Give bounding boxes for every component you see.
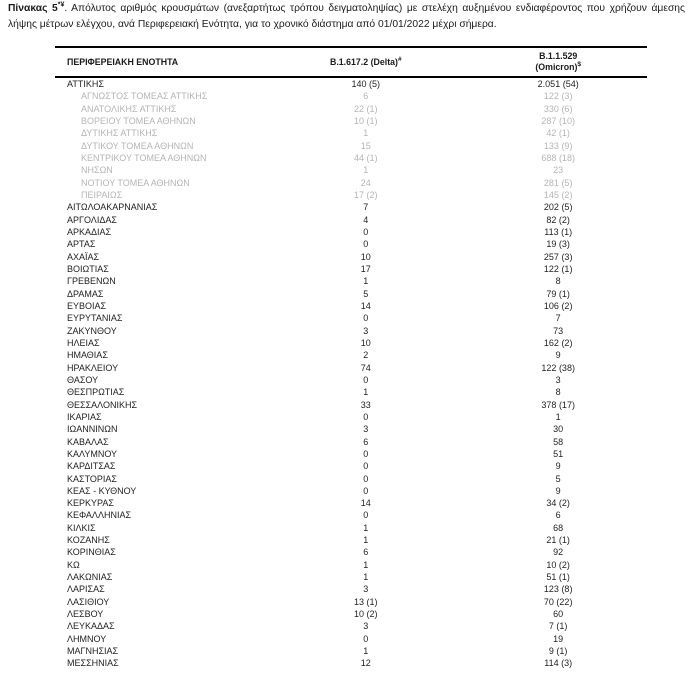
omicron-value-cell: 60 <box>553 609 564 620</box>
region-row <box>55 633 647 645</box>
region-row <box>55 583 647 595</box>
attica-subregion-row <box>55 164 647 176</box>
omicron-value-cell: 58 <box>553 436 564 447</box>
region-name-cell: ΔΡΑΜΑΣ <box>67 288 104 299</box>
region-name-cell: ΑΡΓΟΛΙΔΑΣ <box>67 214 117 225</box>
delta-value-cell: 10 <box>360 337 371 348</box>
region-name-cell: ΑΧΑΪΑΣ <box>67 251 100 262</box>
region-name-cell: ΘΕΣΣΑΛΟΝΙΚΗΣ <box>67 399 138 410</box>
delta-value-cell: 0 <box>363 485 369 496</box>
delta-value-cell: 44 (1) <box>354 152 378 163</box>
delta-value-cell: 17 (2) <box>354 189 378 200</box>
delta-value-cell: 10 <box>360 251 371 262</box>
region-row <box>55 325 647 337</box>
region-row <box>55 251 647 263</box>
omicron-value-cell: 9 <box>555 350 561 361</box>
region-name-cell: ΓΡΕΒΕΝΩΝ <box>67 276 116 287</box>
delta-value-cell: 1 <box>363 559 369 570</box>
region-row <box>55 201 647 213</box>
region-name-cell: ΛΑΡΙΣΑΣ <box>67 584 105 595</box>
region-row <box>55 399 647 411</box>
region-row <box>55 645 647 657</box>
region-name-cell: ΝΗΣΩΝ <box>81 165 113 176</box>
delta-value-cell: 0 <box>363 239 369 250</box>
table-body <box>55 77 647 670</box>
delta-value-cell: 0 <box>363 226 369 237</box>
omicron-value-cell: 123 (8) <box>543 584 573 595</box>
column-header-omicron: B.1.1.529 (Omicron)$ <box>535 51 582 72</box>
delta-value-cell: 1 <box>363 165 369 176</box>
region-row <box>55 485 647 497</box>
delta-value-cell: 33 <box>360 399 371 410</box>
region-row <box>55 386 647 398</box>
omicron-value-cell: 688 (18) <box>541 152 575 163</box>
region-row <box>55 596 647 608</box>
region-name-cell: ΚΕΑΣ - ΚΥΘΝΟΥ <box>67 485 137 496</box>
attica-subregion-row <box>55 103 647 115</box>
delta-value-cell: 1 <box>363 276 369 287</box>
region-row <box>55 559 647 571</box>
caption-footnote-marks: *¥ <box>57 1 65 9</box>
delta-value-cell: 13 (1) <box>354 596 378 607</box>
omicron-value-cell: 9 (1) <box>548 646 568 657</box>
omicron-value-cell: 122 (38) <box>541 362 575 373</box>
omicron-value-cell: 281 (5) <box>543 177 573 188</box>
omicron-value-cell: 51 <box>553 448 564 459</box>
omicron-value-cell: 378 (17) <box>541 399 575 410</box>
attica-subregion-row <box>55 140 647 152</box>
delta-value-cell: 0 <box>363 374 369 385</box>
delta-value-cell: 74 <box>360 362 371 373</box>
delta-value-cell: 1 <box>363 535 369 546</box>
omicron-value-cell: 145 (2) <box>543 189 573 200</box>
delta-value-cell: 3 <box>363 325 369 336</box>
region-name-cell: ΚΟΡΙΝΘΙΑΣ <box>67 547 116 558</box>
column-header-delta: B.1.617.2 (Delta)# <box>329 55 402 67</box>
region-row <box>55 214 647 226</box>
omicron-value-cell: 19 (3) <box>546 239 570 250</box>
region-name-cell: ΙΚΑΡΙΑΣ <box>67 411 102 422</box>
attica-subregion-row <box>55 177 647 189</box>
delta-value-cell: 22 (1) <box>354 103 378 114</box>
attica-subregion-row <box>55 127 647 139</box>
region-row <box>55 509 647 521</box>
delta-value-cell: 6 <box>363 91 369 102</box>
region-row <box>55 522 647 534</box>
omicron-value-cell: 21 (1) <box>546 535 570 546</box>
region-name-cell: ΑΙΤΩΛΟΑΚΑΡΝΑΝΙΑΣ <box>67 202 158 213</box>
region-row <box>55 448 647 460</box>
delta-value-cell: 0 <box>363 510 369 521</box>
region-name-cell: ΒΟΡΕΙΟΥ ΤΟΜΕΑ ΑΘΗΝΩΝ <box>81 115 196 126</box>
region-name-cell: ΑΡΚΑΔΙΑΣ <box>67 226 112 237</box>
omicron-value-cell: 8 <box>555 387 561 398</box>
omicron-value-cell: 287 (10) <box>541 115 575 126</box>
omicron-value-cell: 7 <box>555 313 561 324</box>
region-name-cell: ΛΕΥΚΑΔΑΣ <box>67 621 115 632</box>
table-caption <box>8 1 685 34</box>
region-row <box>55 436 647 448</box>
region-name-cell: ΗΜΑΘΙΑΣ <box>67 350 108 361</box>
region-row <box>55 620 647 632</box>
attica-subregion-row <box>55 115 647 127</box>
region-row <box>55 349 647 361</box>
delta-value-cell: 14 <box>360 498 371 509</box>
region-name-cell: ΜΑΓΝΗΣΙΑΣ <box>67 646 119 657</box>
delta-value-cell: 0 <box>363 411 369 422</box>
region-name-cell: ΛΑΣΙΘΙΟΥ <box>67 596 110 607</box>
omicron-value-cell: 2.051 (54) <box>537 79 579 89</box>
region-name-cell: ΙΩΑΝΝΙΝΩΝ <box>67 424 118 435</box>
region-name-cell: ΚΕΝΤΡΙΚΟΥ ΤΟΜΕΑ ΑΘΗΝΩΝ <box>81 152 207 163</box>
table-caption-text: . Απόλυτος αριθμός κρουσμάτων (ανεξαρτήτως τρόπου δειγματοληψίας) με στελέχη αυξημένου ενδιαφέροντος που χρήζουν άμεσης λήψης μέτρων ελέγχου, ανά Περιφερειακή Ενότητα, για το χρονικό διάστημα από 01/01/2022 μέχρι σήμερα. <box>8 3 685 31</box>
header-row <box>55 47 647 77</box>
region-name-cell: ΛΗΜΝΟΥ <box>67 633 107 644</box>
delta-value-cell: 10 (1) <box>354 115 378 126</box>
omicron-value-cell: 257 (3) <box>543 251 573 262</box>
region-row <box>55 423 647 435</box>
omicron-value-cell: 19 <box>553 633 564 644</box>
delta-value-cell: 0 <box>363 461 369 472</box>
region-row <box>55 77 647 90</box>
omicron-value-cell: 8 <box>555 276 561 287</box>
region-row <box>55 238 647 250</box>
region-name-cell: ΛΕΣΒΟΥ <box>67 609 104 620</box>
region-row <box>55 263 647 275</box>
region-name-cell: ΕΥΒΟΙΑΣ <box>67 300 107 311</box>
region-name-cell: ΗΛΕΙΑΣ <box>67 337 100 348</box>
region-name-cell: ΚΕΦΑΛΛΗΝΙΑΣ <box>67 510 132 521</box>
omicron-value-cell: 23 <box>553 165 564 176</box>
region-name-cell: ΗΡΑΚΛΕΙΟΥ <box>67 362 119 373</box>
region-name-cell: ΛΑΚΩΝΙΑΣ <box>67 572 113 583</box>
region-row <box>55 226 647 238</box>
delta-value-cell: 4 <box>363 214 369 225</box>
region-name-cell: ΖΑΚΥΝΘΟΥ <box>67 325 117 336</box>
region-name-cell: ΚΑΡΔΙΤΣΑΣ <box>67 461 116 472</box>
omicron-value-cell: 113 (1) <box>544 226 573 237</box>
omicron-value-cell: 9 <box>555 485 561 496</box>
omicron-value-cell: 122 (1) <box>543 263 573 274</box>
region-row <box>55 362 647 374</box>
region-name-cell: ΠΕΙΡΑΙΩΣ <box>81 189 123 200</box>
delta-footnote-mark: # <box>397 55 402 63</box>
region-row <box>55 608 647 620</box>
omicron-value-cell: 10 (2) <box>546 559 570 570</box>
region-name-cell: ΑΓΝΩΣΤΟΣ ΤΟΜΕΑΣ ΑΤΤΙΚΗΣ <box>81 91 208 102</box>
attica-subregion-row <box>55 152 647 164</box>
region-name-cell: ΚΕΡΚΥΡΑΣ <box>67 498 114 509</box>
region-name-cell: ΚΑΣΤΟΡΙΑΣ <box>67 473 117 484</box>
region-row <box>55 473 647 485</box>
region-name-cell: ΚΟΖΑΝΗΣ <box>67 535 110 546</box>
omicron-value-cell: 79 (1) <box>546 288 570 299</box>
region-name-cell: ΚΑΒΑΛΑΣ <box>67 436 109 447</box>
omicron-value-cell: 30 <box>553 424 564 435</box>
omicron-value-cell: 122 (3) <box>543 91 573 102</box>
omicron-value-cell: 6 <box>555 510 561 521</box>
region-name-cell: ΚΑΛΥΜΝΟΥ <box>67 448 118 459</box>
omicron-value-cell: 82 (2) <box>546 214 570 225</box>
region-row <box>55 288 647 300</box>
omicron-value-cell: 3 <box>555 374 561 385</box>
omicron-value-cell: 114 (3) <box>544 658 573 669</box>
delta-value-cell: 1 <box>363 572 369 583</box>
omicron-value-cell: 70 (22) <box>543 596 573 607</box>
omicron-value-cell: 7 (1) <box>548 621 568 632</box>
delta-value-cell: 3 <box>363 584 369 595</box>
delta-value-cell: 0 <box>363 473 369 484</box>
region-row <box>55 571 647 583</box>
delta-value-cell: 0 <box>363 448 369 459</box>
delta-value-cell: 5 <box>363 288 369 299</box>
delta-value-cell: 0 <box>363 633 369 644</box>
omicron-value-cell: 34 (2) <box>546 498 570 509</box>
omicron-value-cell: 133 (9) <box>543 140 573 151</box>
delta-value-cell: 140 (5) <box>351 79 381 89</box>
region-row <box>55 534 647 546</box>
region-row <box>55 546 647 558</box>
region-name-cell: ΔΥΤΙΚΗΣ ΑΤΤΙΚΗΣ <box>81 128 158 139</box>
region-row <box>55 275 647 287</box>
delta-value-cell: 14 <box>360 300 371 311</box>
region-name-cell: ΘΑΣΟΥ <box>67 374 99 385</box>
delta-value-cell: 7 <box>363 202 369 213</box>
region-name-cell: ΒΟΙΩΤΙΑΣ <box>67 263 109 274</box>
region-name-cell: ΑΝΑΤΟΛΙΚΗΣ ΑΤΤΙΚΗΣ <box>81 103 177 114</box>
omicron-value-cell: 9 <box>555 461 561 472</box>
region-name-cell: ΚΩ <box>67 559 80 570</box>
delta-value-cell: 10 (2) <box>354 609 378 620</box>
delta-value-cell: 2 <box>363 350 369 361</box>
delta-value-cell: 3 <box>363 424 369 435</box>
region-name-cell: ΜΕΣΣΗΝΙΑΣ <box>67 658 119 669</box>
delta-value-cell: 24 <box>360 177 371 188</box>
variants-by-region-table <box>55 46 647 670</box>
omicron-value-cell: 51 (1) <box>546 572 570 583</box>
delta-value-cell: 0 <box>363 313 369 324</box>
region-name-cell: ΑΤΤΙΚΗΣ <box>67 79 104 89</box>
omicron-value-cell: 42 (1) <box>546 128 570 139</box>
table-caption-label: Πίνακας 5 <box>8 3 58 14</box>
region-name-cell: ΑΡΤΑΣ <box>67 239 96 250</box>
region-name-cell: ΕΥΡΥΤΑΝΙΑΣ <box>67 313 123 324</box>
omicron-value-cell: 330 (6) <box>543 103 573 114</box>
region-row <box>55 411 647 423</box>
delta-value-cell: 12 <box>360 658 371 669</box>
region-row <box>55 497 647 509</box>
omicron-footnote-mark: $ <box>577 61 582 69</box>
region-name-cell: ΝΟΤΙΟΥ ΤΟΜΕΑ ΑΘΗΝΩΝ <box>81 177 190 188</box>
delta-value-cell: 1 <box>363 387 369 398</box>
omicron-value-cell: 202 (5) <box>543 202 573 213</box>
delta-value-cell: 6 <box>363 547 369 558</box>
attica-subregion-row <box>55 189 647 201</box>
omicron-value-cell: 68 <box>553 522 564 533</box>
omicron-value-cell: 5 <box>555 473 561 484</box>
column-header-region: ΠΕΡΙΦΕΡΕΙΑΚΗ ΕΝΟΤΗΤΑ <box>67 56 179 67</box>
delta-value-cell: 15 <box>360 140 371 151</box>
omicron-value-cell: 162 (2) <box>543 337 573 348</box>
omicron-value-cell: 73 <box>553 325 564 336</box>
region-row <box>55 300 647 312</box>
region-row <box>55 312 647 324</box>
region-row <box>55 460 647 472</box>
delta-value-cell: 1 <box>363 522 369 533</box>
attica-subregion-row <box>55 90 647 102</box>
region-name-cell: ΘΕΣΠΡΩΤΙΑΣ <box>67 387 125 398</box>
delta-value-cell: 3 <box>363 621 369 632</box>
omicron-value-cell: 92 <box>553 547 564 558</box>
delta-value-cell: 1 <box>363 646 369 657</box>
omicron-value-cell: 1 <box>555 411 561 422</box>
region-row <box>55 374 647 386</box>
region-name-cell: ΚΙΛΚΙΣ <box>67 522 96 533</box>
region-row <box>55 337 647 349</box>
table-header <box>55 47 647 77</box>
region-name-cell: ΔΥΤΙΚΟΥ ΤΟΜΕΑ ΑΘΗΝΩΝ <box>81 140 194 151</box>
omicron-value-cell: 106 (2) <box>543 300 573 311</box>
delta-value-cell: 6 <box>363 436 369 447</box>
delta-value-cell: 17 <box>360 263 371 274</box>
delta-value-cell: 1 <box>363 128 369 139</box>
region-row <box>55 657 647 669</box>
